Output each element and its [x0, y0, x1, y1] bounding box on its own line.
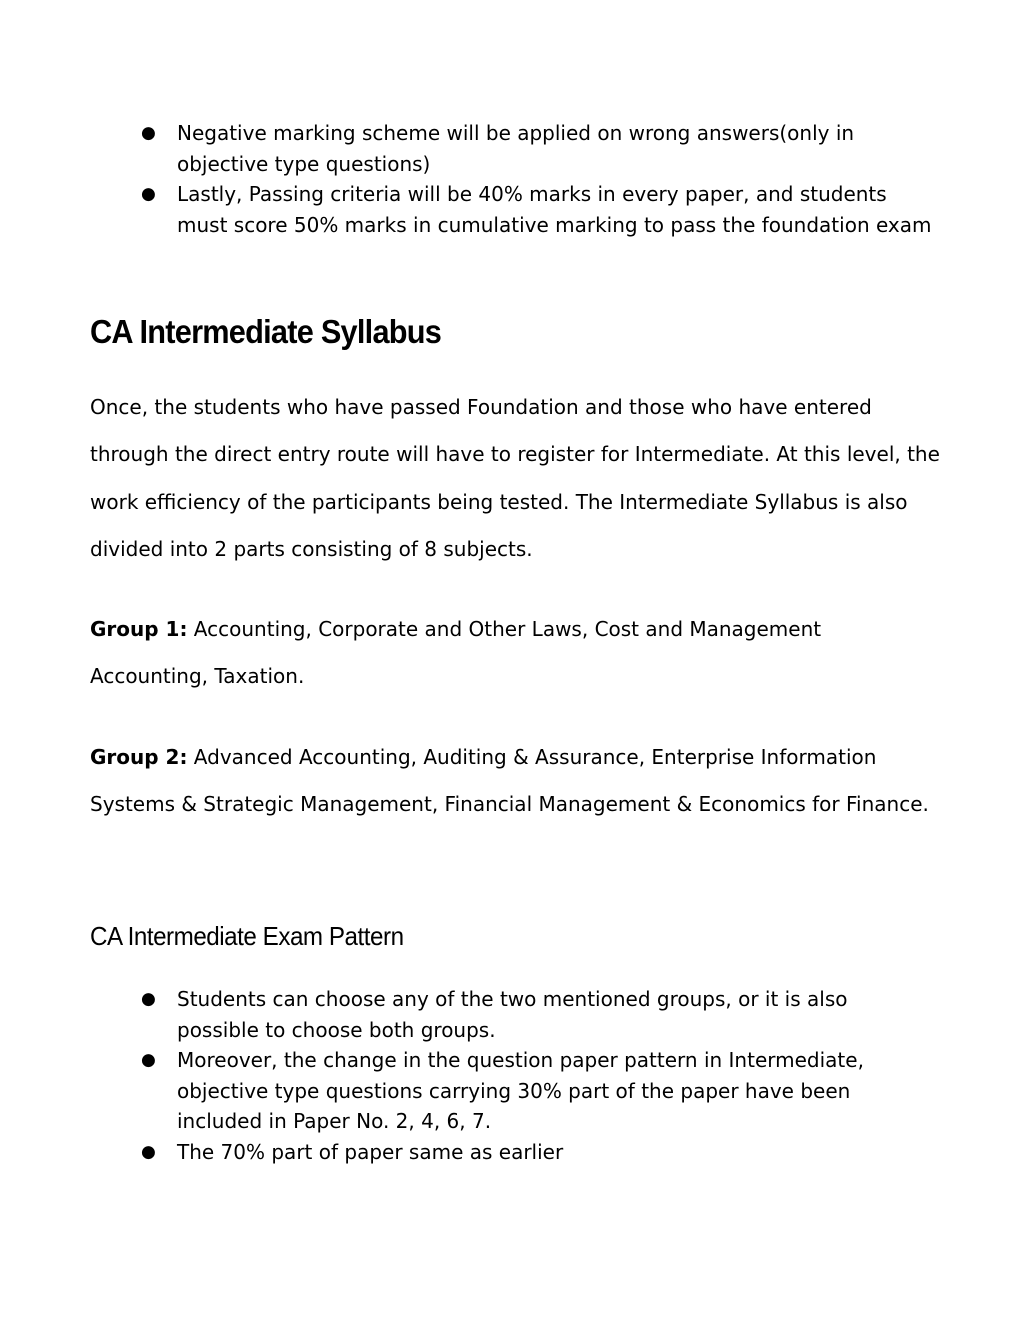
group-1-paragraph: [90, 606, 940, 701]
list-item: [90, 179, 935, 240]
list-item: [90, 984, 935, 1045]
bullet-list-foundation-rules: [90, 118, 935, 240]
group-1-label: Group 1:: [90, 617, 188, 641]
section-heading-syllabus: CA Intermediate Syllabus: [90, 313, 442, 350]
list-item-text: The 70% part of paper same as earlier: [177, 1139, 564, 1164]
bullet-icon: ●: [141, 989, 156, 1009]
bullet-icon: ●: [141, 184, 156, 204]
list-item: [90, 1045, 935, 1137]
bullet-list-exam-pattern: [90, 984, 935, 1167]
group-2-text: Advanced Accounting, Auditing & Assurance, Enterprise Information Systems & Strategic Management, Financial Management & Economics for Finance.: [90, 745, 929, 817]
intro-paragraph: Once, the students who have passed Foundation and those who have entered through the direct entry route will have to register for Intermediate. At this level, the work efficiency of the participants being tested. The Intermediate Syllabus is also divided into 2 parts consisting of 8 subjects.: [90, 395, 940, 561]
section-heading-exam-pattern: CA Intermediate Exam Pattern: [90, 921, 404, 951]
group-1-text: Accounting, Corporate and Other Laws, Cost and Management Accounting, Taxation.: [90, 617, 822, 689]
bullet-icon: ●: [141, 123, 156, 143]
group-2-paragraph: [90, 734, 940, 829]
group-2-label: Group 2:: [90, 745, 188, 769]
list-item-text: Lastly, Passing criteria will be 40% marks in every paper, and students must score 50% marks in cumulative marking to pass the foundation exam: [177, 182, 932, 237]
list-item-text: Moreover, the change in the question paper pattern in Intermediate, objective type questions carrying 30% part of the paper have been included in Paper No. 2, 4, 6, 7.: [177, 1048, 864, 1133]
bullet-icon: ●: [141, 1141, 156, 1162]
list-item: [90, 1137, 935, 1168]
bullet-icon: ●: [141, 1050, 156, 1070]
list-item-text: Negative marking scheme will be applied on wrong answers(only in objective type questions): [177, 121, 855, 176]
list-item-text: Students can choose any of the two mentioned groups, or it is also possible to choose both groups.: [177, 987, 848, 1042]
list-item: [90, 118, 935, 179]
